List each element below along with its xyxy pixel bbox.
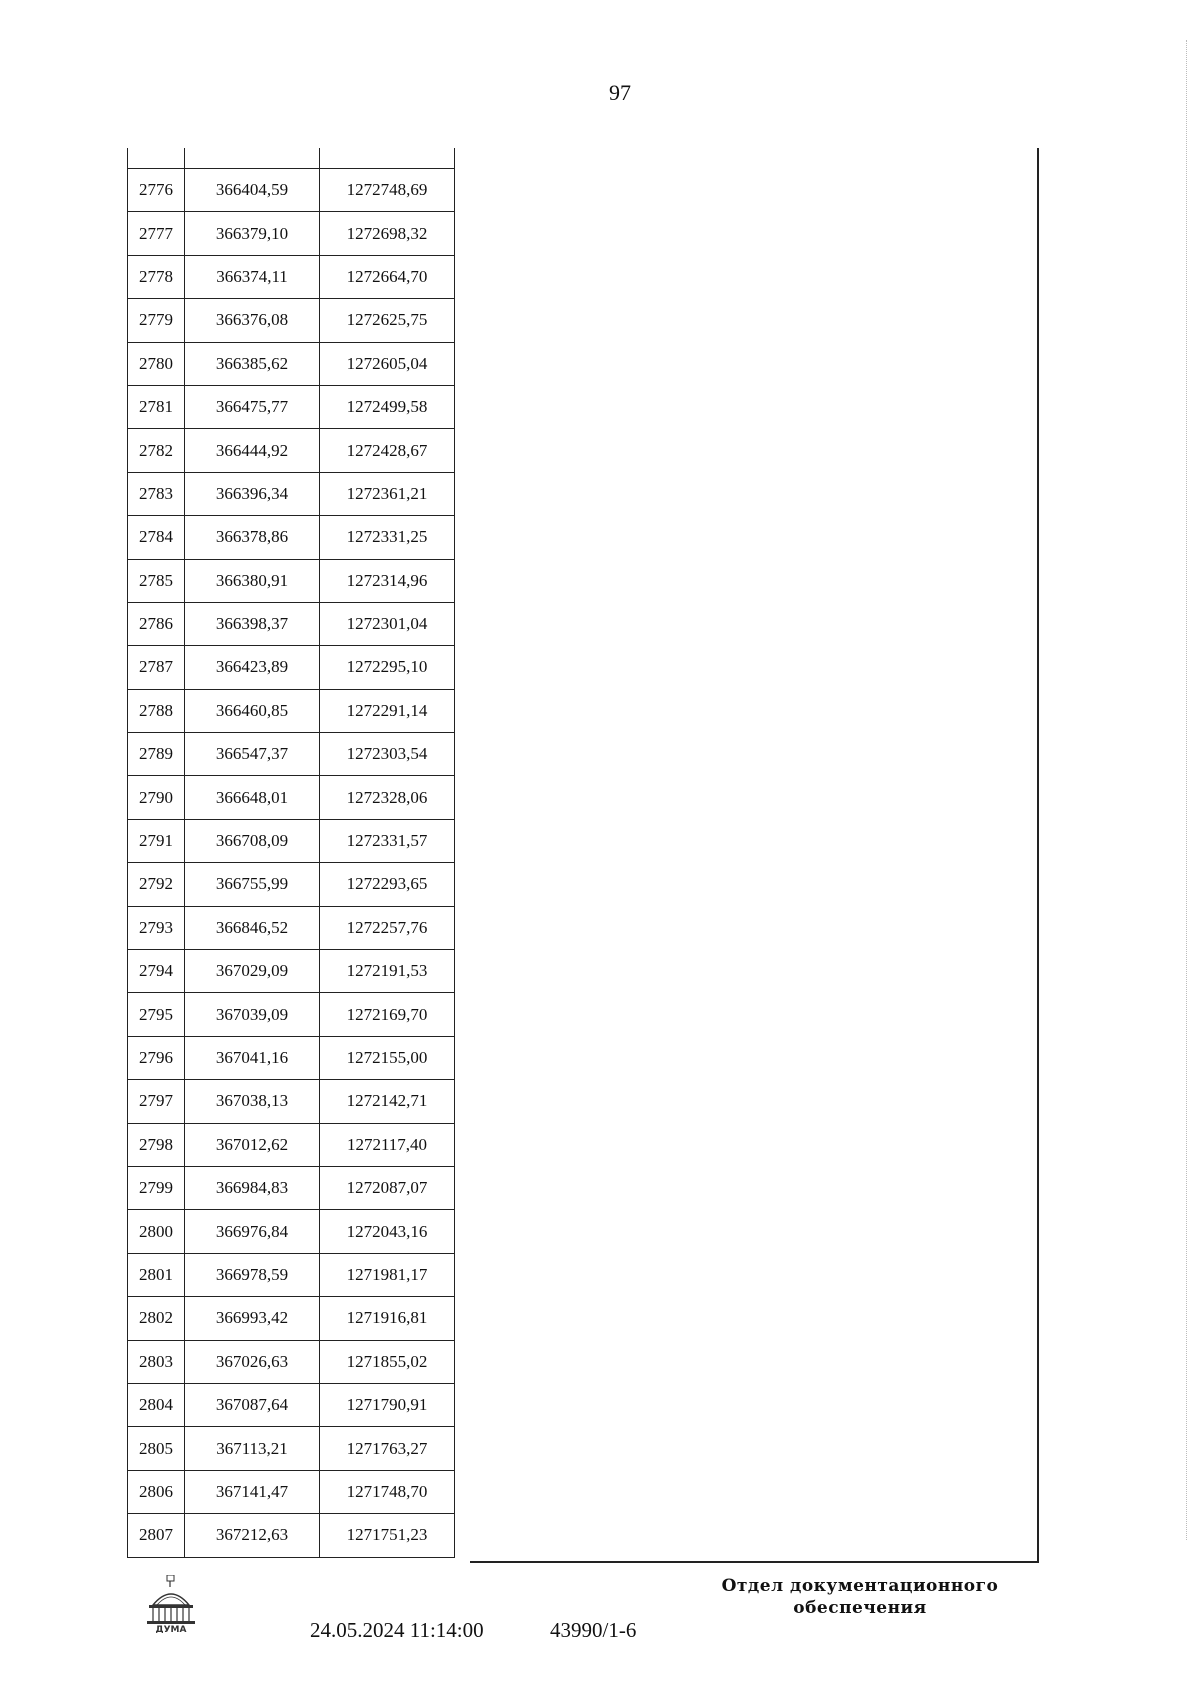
x-coordinate-cell: 366846,52	[185, 906, 320, 949]
x-coordinate-cell: 366376,08	[185, 299, 320, 342]
x-coordinate-cell: 366755,99	[185, 863, 320, 906]
x-coordinate-cell: 366423,89	[185, 646, 320, 689]
row-number-cell: 2780	[128, 342, 185, 385]
y-coordinate-cell: 1271751,23	[320, 1514, 455, 1557]
table-row	[128, 1253, 455, 1296]
row-number-cell: 2787	[128, 646, 185, 689]
y-coordinate-cell: 1272328,06	[320, 776, 455, 819]
x-coordinate-cell: 366404,59	[185, 169, 320, 212]
row-number-cell: 2777	[128, 212, 185, 255]
table-row	[128, 733, 455, 776]
department-line-1: Отдел документационного	[721, 1576, 999, 1596]
y-coordinate-cell: 1271790,91	[320, 1383, 455, 1426]
y-coordinate-cell: 1272625,75	[320, 299, 455, 342]
department-line-2: обеспечения	[793, 1598, 927, 1618]
x-coordinate-cell: 367038,13	[185, 1080, 320, 1123]
table-row	[128, 689, 455, 732]
y-coordinate-cell: 1272169,70	[320, 993, 455, 1036]
coordinates-table	[127, 148, 455, 1558]
row-number-cell: 2807	[128, 1514, 185, 1557]
table-row	[128, 1514, 455, 1557]
row-number-cell: 2785	[128, 559, 185, 602]
table-row	[128, 646, 455, 689]
duma-emblem-icon	[145, 1575, 197, 1633]
y-coordinate-cell: 1272499,58	[320, 385, 455, 428]
table-row	[128, 1123, 455, 1166]
x-coordinate-cell: 367087,64	[185, 1383, 320, 1426]
table-row	[128, 169, 455, 212]
table-row	[128, 559, 455, 602]
coordinates-table-body	[128, 148, 455, 1557]
x-coordinate-cell: 366398,37	[185, 602, 320, 645]
table-row	[128, 906, 455, 949]
y-coordinate-cell: 1272291,14	[320, 689, 455, 732]
coordinates-table-wrap	[127, 148, 455, 1558]
table-row	[128, 1080, 455, 1123]
y-coordinate-cell: 1272295,10	[320, 646, 455, 689]
y-coordinate-cell: 1271916,81	[320, 1297, 455, 1340]
x-coordinate-cell: 367041,16	[185, 1036, 320, 1079]
x-coordinate-cell: 366978,59	[185, 1253, 320, 1296]
row-number-cell: 2800	[128, 1210, 185, 1253]
x-coordinate-cell: 366984,83	[185, 1166, 320, 1209]
x-coordinate-cell: 366380,91	[185, 559, 320, 602]
table-row	[128, 1166, 455, 1209]
table-row	[128, 602, 455, 645]
y-coordinate-cell: 1272303,54	[320, 733, 455, 776]
table-row	[128, 776, 455, 819]
row-number-cell: 2797	[128, 1080, 185, 1123]
right-frame	[470, 148, 1039, 1563]
table-row	[128, 950, 455, 993]
y-coordinate-cell: 1272191,53	[320, 950, 455, 993]
table-row	[128, 1297, 455, 1340]
y-coordinate-cell: 1272257,76	[320, 906, 455, 949]
x-coordinate-cell: 366385,62	[185, 342, 320, 385]
x-coordinate-cell: 366460,85	[185, 689, 320, 732]
x-coordinate-cell: 366993,42	[185, 1297, 320, 1340]
row-number-cell: 2802	[128, 1297, 185, 1340]
table-row	[128, 342, 455, 385]
row-number-cell: 2796	[128, 1036, 185, 1079]
row-number-cell: 2806	[128, 1470, 185, 1513]
y-coordinate-cell: 1272428,67	[320, 429, 455, 472]
y-coordinate-cell: 1272293,65	[320, 863, 455, 906]
row-number-cell: 2786	[128, 602, 185, 645]
x-coordinate-cell: 366378,86	[185, 516, 320, 559]
row-number-cell: 2778	[128, 255, 185, 298]
x-coordinate-cell: 367141,47	[185, 1470, 320, 1513]
row-number-cell: 2779	[128, 299, 185, 342]
y-coordinate-cell: 1272664,70	[320, 255, 455, 298]
y-coordinate-cell: 1272748,69	[320, 169, 455, 212]
table-row	[128, 1383, 455, 1426]
row-number-cell: 2795	[128, 993, 185, 1036]
row-number-cell: 2784	[128, 516, 185, 559]
y-coordinate-cell: 1272043,16	[320, 1210, 455, 1253]
row-number-cell: 2794	[128, 950, 185, 993]
svg-text:ДУМА: ДУМА	[155, 1625, 187, 1633]
footer-date: 24.05.2024 11:14:00	[310, 1618, 484, 1642]
y-coordinate-cell: 1271855,02	[320, 1340, 455, 1383]
table-row	[128, 212, 455, 255]
row-number-cell: 2790	[128, 776, 185, 819]
x-coordinate-cell: 367012,62	[185, 1123, 320, 1166]
table-row	[128, 1470, 455, 1513]
row-number-cell: 2781	[128, 385, 185, 428]
table-row	[128, 385, 455, 428]
margin-marks	[1186, 40, 1189, 1540]
x-coordinate-cell: 367212,63	[185, 1514, 320, 1557]
x-coordinate-cell: 366444,92	[185, 429, 320, 472]
table-header-stub	[128, 148, 455, 169]
row-number-cell: 2789	[128, 733, 185, 776]
x-coordinate-cell: 366708,09	[185, 819, 320, 862]
y-coordinate-cell: 1272301,04	[320, 602, 455, 645]
row-number-cell: 2792	[128, 863, 185, 906]
x-coordinate-cell: 366374,11	[185, 255, 320, 298]
x-coordinate-cell: 367026,63	[185, 1340, 320, 1383]
y-coordinate-cell: 1271981,17	[320, 1253, 455, 1296]
row-number-cell: 2804	[128, 1383, 185, 1426]
row-number-cell: 2801	[128, 1253, 185, 1296]
y-coordinate-cell: 1272331,25	[320, 516, 455, 559]
y-coordinate-cell: 1271763,27	[320, 1427, 455, 1470]
table-row	[128, 1340, 455, 1383]
row-number-cell: 2776	[128, 169, 185, 212]
table-row	[128, 516, 455, 559]
table-row	[128, 1036, 455, 1079]
y-coordinate-cell: 1272155,00	[320, 1036, 455, 1079]
y-coordinate-cell: 1272087,07	[320, 1166, 455, 1209]
table-row	[128, 472, 455, 515]
y-coordinate-cell: 1272314,96	[320, 559, 455, 602]
table-row	[128, 1210, 455, 1253]
x-coordinate-cell: 366547,37	[185, 733, 320, 776]
row-number-cell: 2805	[128, 1427, 185, 1470]
x-coordinate-cell: 366648,01	[185, 776, 320, 819]
row-number-cell: 2782	[128, 429, 185, 472]
row-number-cell: 2799	[128, 1166, 185, 1209]
table-row	[128, 299, 455, 342]
row-number-cell: 2803	[128, 1340, 185, 1383]
footer-registration-number: 43990/1-6	[550, 1618, 637, 1642]
row-number-cell: 2783	[128, 472, 185, 515]
table-row	[128, 993, 455, 1036]
table-row	[128, 863, 455, 906]
row-number-cell: 2798	[128, 1123, 185, 1166]
page-number: 97	[609, 80, 631, 105]
y-coordinate-cell: 1272331,57	[320, 819, 455, 862]
x-coordinate-cell: 366475,77	[185, 385, 320, 428]
x-coordinate-cell: 366396,34	[185, 472, 320, 515]
x-coordinate-cell: 367113,21	[185, 1427, 320, 1470]
x-coordinate-cell: 367039,09	[185, 993, 320, 1036]
row-number-cell: 2793	[128, 906, 185, 949]
footer-department	[710, 1575, 1010, 1619]
table-row	[128, 819, 455, 862]
y-coordinate-cell: 1272361,21	[320, 472, 455, 515]
x-coordinate-cell: 366976,84	[185, 1210, 320, 1253]
y-coordinate-cell: 1272117,40	[320, 1123, 455, 1166]
y-coordinate-cell: 1272605,04	[320, 342, 455, 385]
table-row	[128, 255, 455, 298]
row-number-cell: 2791	[128, 819, 185, 862]
table-row	[128, 1427, 455, 1470]
y-coordinate-cell: 1272698,32	[320, 212, 455, 255]
row-number-cell: 2788	[128, 689, 185, 732]
table-row	[128, 429, 455, 472]
y-coordinate-cell: 1272142,71	[320, 1080, 455, 1123]
y-coordinate-cell: 1271748,70	[320, 1470, 455, 1513]
x-coordinate-cell: 366379,10	[185, 212, 320, 255]
x-coordinate-cell: 367029,09	[185, 950, 320, 993]
